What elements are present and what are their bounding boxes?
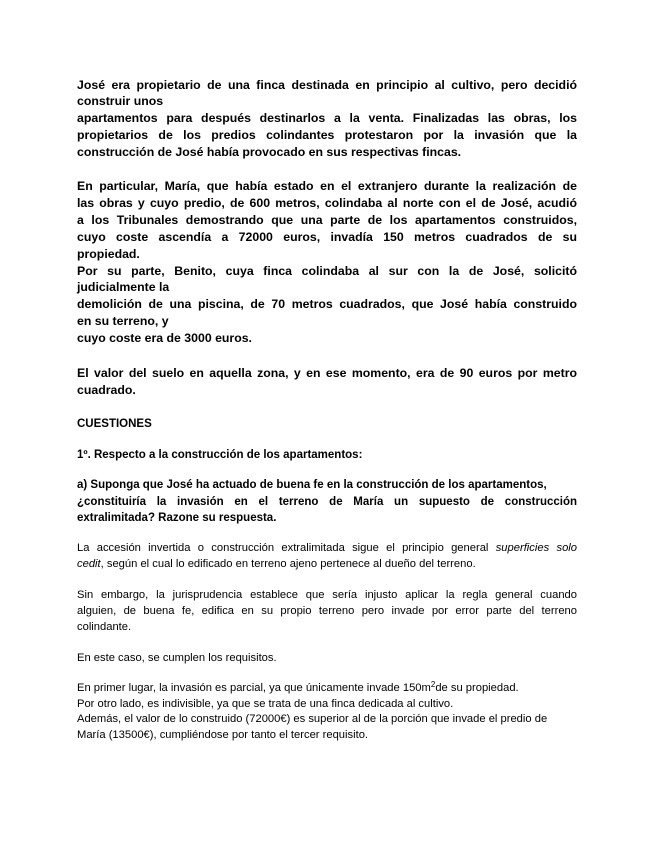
text-line: propietarios de los predios colindantes protestaron por la invasión que la	[77, 128, 577, 142]
text-line: cuyo coste ascendía a 72000 euros, invadía 150 metros cuadrados de su	[77, 230, 577, 244]
text-line: El valor del suelo en aquella zona, y en ese momento, era de 90 euros por metro	[77, 366, 577, 380]
text-span: , según el cual lo edificado en terreno ajeno pertenece al dueño del terreno.	[100, 558, 476, 570]
text-line: María (13500€), cumpliéndose por tanto el tercer requisito.	[77, 729, 369, 741]
text-line: en su terreno, y	[77, 314, 169, 328]
text-line: José era propietario de una finca destinada en principio al cultivo, pero decidió	[77, 78, 577, 92]
text-line: a) Suponga que José ha actuado de buena fe en la construcción de los apartamentos,	[77, 479, 547, 491]
text-line	[77, 557, 577, 573]
text-line: alguien, de buena fe, edifica en su propio terreno pero invade por error parte del terreno	[77, 605, 577, 617]
text-line: cuadrado.	[77, 383, 136, 397]
text-span: La accesión invertida o construcción extralimitada sigue el principio general	[77, 542, 496, 554]
text-line: extralimitada? Razone su respuesta.	[77, 512, 277, 524]
text-span: En primer lugar, la invasión es parcial, ya que únicamente invade 150m	[77, 682, 431, 694]
text-line: a los Tribunales demostrando que una parte de los apartamentos construidos,	[77, 213, 577, 227]
text-line: Además, el valor de lo construido (72000€) es superior al de la porción que invade el predio de	[77, 713, 548, 725]
text-line: Por otro lado, es indivisible, ya que se trata de una finca dedicada al cultivo.	[77, 698, 454, 710]
superscript: 2	[430, 680, 436, 689]
text-line: En particular, María, que había estado en el extranjero durante la realización de	[77, 179, 577, 193]
question-1-title: 1º. Respecto a la construcción de los apartamentos:	[77, 449, 363, 461]
text-line: cuyo coste era de 3000 euros.	[77, 331, 252, 345]
text-line: propiedad.	[77, 247, 140, 261]
text-line: apartamentos para después destinarlos a la venta. Finalizadas las obras, los	[77, 111, 577, 125]
text-line: judicialmente la	[77, 280, 170, 294]
text-line: demolición de una piscina, de 70 metros cuadrados, que José había construido	[77, 297, 577, 311]
text-span: de su propiedad.	[435, 682, 519, 694]
text-line: colindante.	[77, 621, 132, 633]
answer-paragraph-3: En este caso, se cumplen los requisitos.	[77, 652, 277, 664]
latin-term: cedit	[77, 558, 101, 570]
text-line	[77, 681, 577, 697]
latin-term: superficies solo	[495, 542, 577, 554]
text-line: las obras y cuyo predio, de 600 metros, colindaba al norte con el de José, acudió	[77, 196, 577, 210]
text-line: construcción de José había provocado en sus respectivas fincas.	[77, 145, 462, 159]
text-line: Sin embargo, la jurisprudencia establece que sería injusto aplicar la regla general cuando	[77, 589, 577, 601]
text-line: construir unos	[77, 94, 164, 108]
text-line: ¿constituiría la invasión en el terreno de María un supuesto de construcción	[77, 496, 577, 508]
cuestiones-heading: CUESTIONES	[77, 418, 152, 430]
text-line: Por su parte, Benito, cuya finca colindaba al sur con la de José, solicitó	[77, 264, 577, 278]
text-line	[77, 541, 577, 557]
